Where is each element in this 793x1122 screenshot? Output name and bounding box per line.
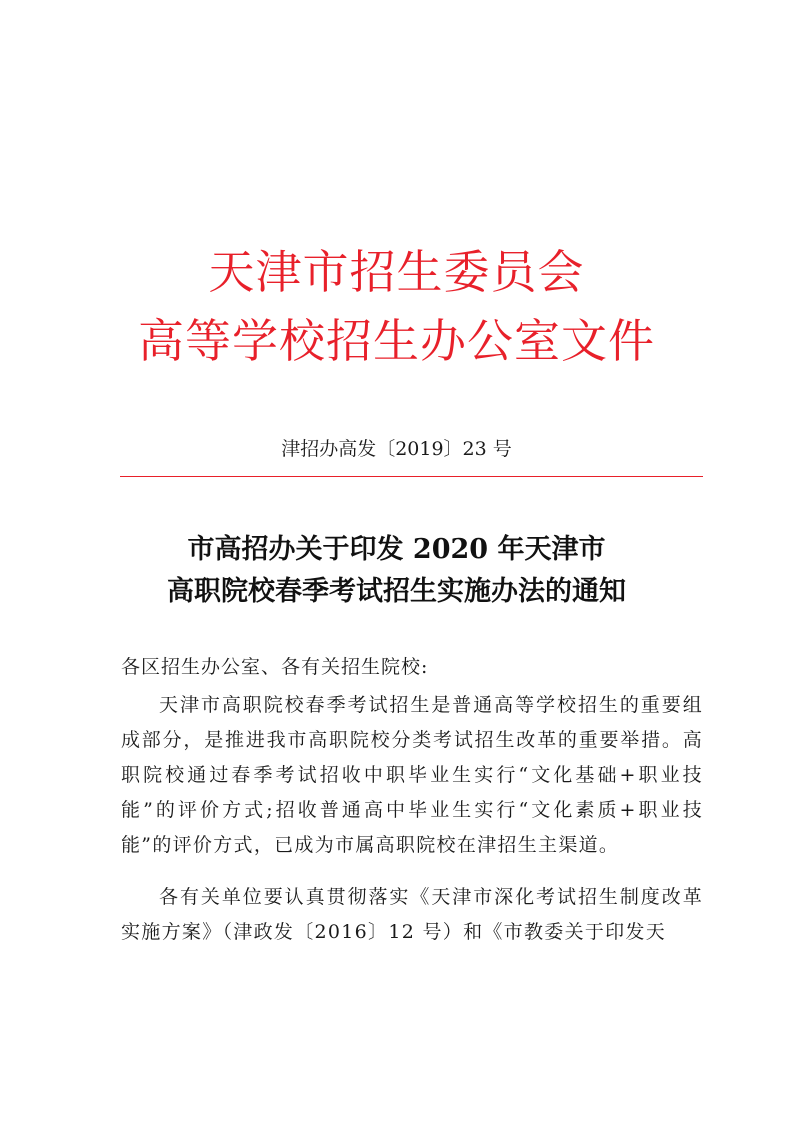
- issuer-title-line-2: 高等学校招生办公室文件: [138, 314, 655, 368]
- document-number: 津招办高发〔2019〕23 号: [281, 438, 512, 460]
- document-title-line-2: 高职院校春季考试招生实施办法的通知: [167, 576, 626, 607]
- document-title-line-1: 市高招办关于印发 2020 年天津市: [187, 534, 606, 565]
- salutation: 各区招生办公室、各有关招生院校:: [121, 656, 429, 678]
- body-paragraph-2: 各有关单位要认真贯彻落实《天津市深化考试招生制度改革实施方案》（津政发〔2016〕12 号）和《市教委关于印发天: [121, 886, 703, 943]
- red-divider-line: [120, 476, 703, 477]
- issuer-title-line-1: 天津市招生委员会: [208, 245, 585, 299]
- body-paragraph-1: 天津市高职院校春季考试招生是普通高等学校招生的重要组成部分，是推进我市高职院校分类考试招生改革的重要举措。高职院校通过春季考试招收中职毕业生实行“文化基础+职业技能”的评价方式;招收普通高中毕业生实行“文化素质+职业技能”的评价方式，已成为市属高职院校在津招生主渠道。: [121, 694, 703, 856]
